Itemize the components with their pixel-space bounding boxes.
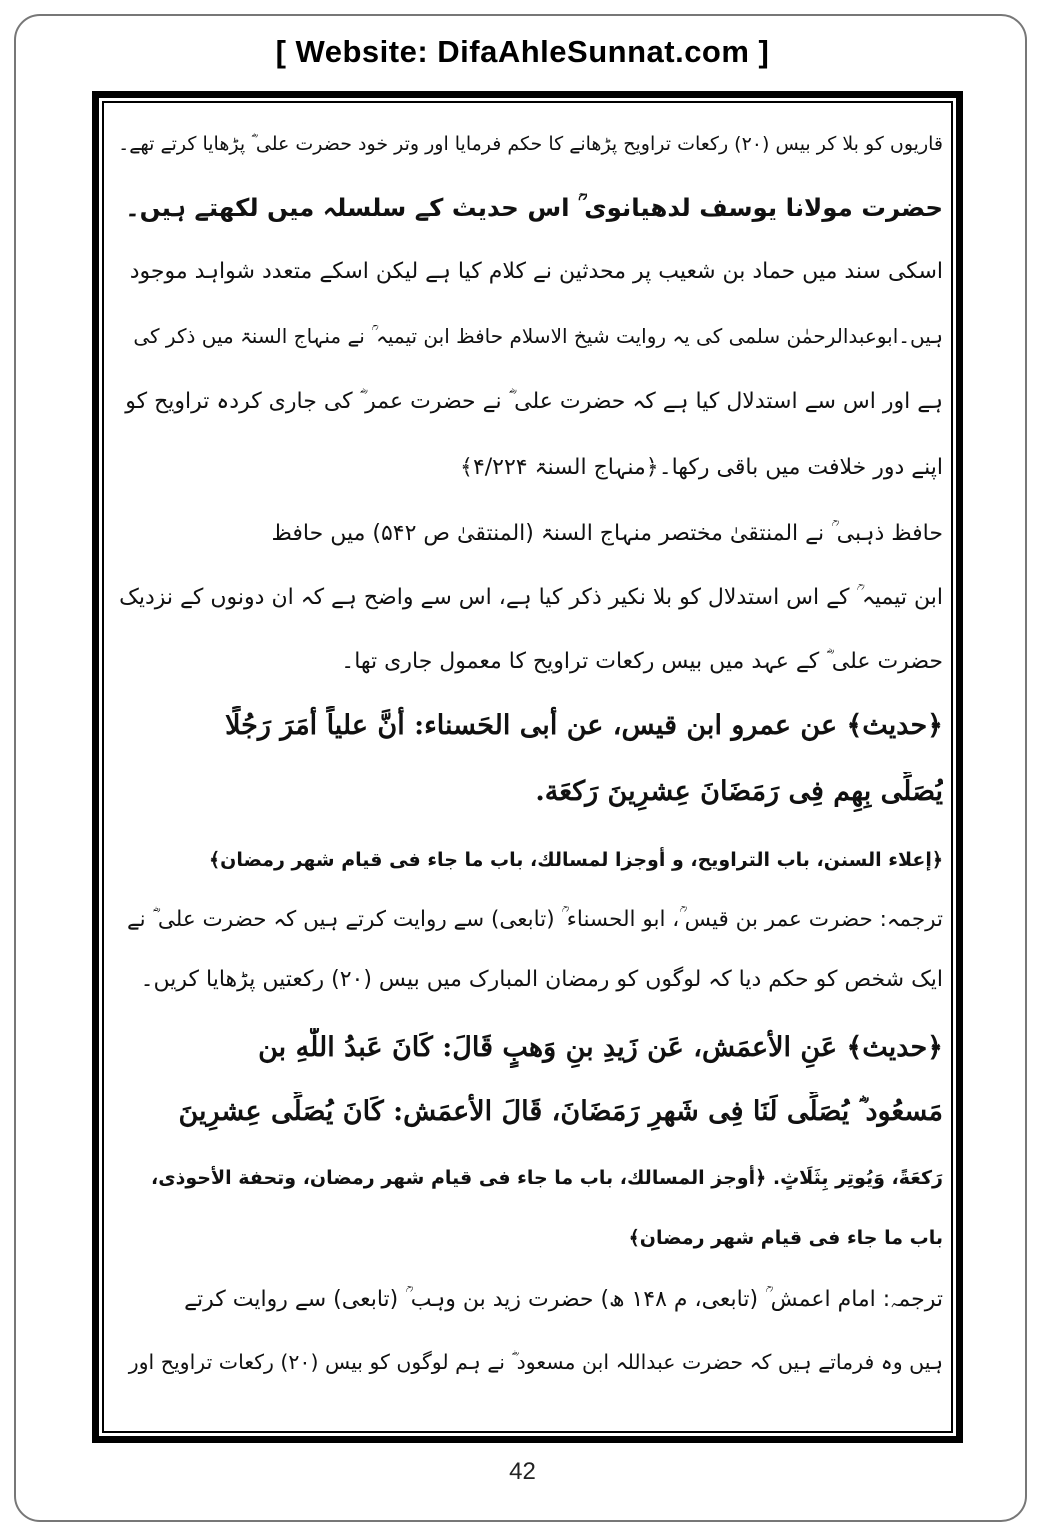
translation-line: ترجمہ: امام اعمش ؒ (تابعی، م ۱۴۸ ھ) حضرت زید بن وہب ؒ (تابعی) سے روایت کرتے bbox=[184, 1287, 943, 1312]
reference-line: باب ما جاء فی قیام شهر رمضان﴾ bbox=[628, 1227, 943, 1249]
reference-line: رَکعَةً، وَیُوتِر بِثَلَاثٍ. ﴿أوجز المسالك، باب ما جاء فی قیام شهر رمضان، وتحفة الأحوذی، bbox=[151, 1167, 943, 1189]
website-header: [ Website: DifaAhleSunnat.com ] bbox=[275, 34, 770, 69]
hadith-line: ﴿حدیث﴾ عَنِ الأعمَش، عَن زَیدِ بنِ وَهبٍ قَالَ: کَانَ عَبدُ اللّٰهِ بن bbox=[258, 1032, 943, 1063]
translation-line: ہیں وہ فرماتے ہیں کہ حضرت عبداللہ ابن مسعود ؓ نے ہم لوگوں کو بیس (۲۰) رکعات تراویح اور bbox=[128, 1350, 943, 1374]
hadith-line: یُصَلِّی بِهِم فِی رَمَضَانَ عِشرِینَ رَکعَة. bbox=[535, 776, 943, 807]
text-line: حافظ ذہبی ؒ نے المنتقیٰ مختصر منہاج السنۃ (المنتقیٰ ص ۵۴۲) میں حافظ bbox=[271, 521, 943, 546]
translation-line: ایک شخص کو حکم دیا کہ لوگوں کو رمضان المبارک میں بیس (۲۰) رکعتیں پڑھایا کریں۔ bbox=[140, 967, 943, 992]
hadith-line: مَسعُود ؓ یُصَلِّی لَنَا فِی شَهرِ رَمَضَانَ، قَالَ الأعمَش: کَانَ یُصَلِّی عِشرِینَ bbox=[178, 1096, 943, 1127]
hadith-line: ﴿حدیث﴾ عن عمرو ابن قیس، عن أبی الحَسناء: أنَّ علیاً أمَرَ رَجُلًا bbox=[225, 710, 943, 741]
section-heading: حضرت مولانا یوسف لدھیانوی ؒ اس حدیث کے سلسلہ میں لکھتے ہیں۔ bbox=[125, 193, 943, 222]
text-line: ہیں۔ابوعبدالرحمٰن سلمی کی یہ روایت شیخ الاسلام حافظ ابن تیمیہ ؒ نے منہاج السنۃ میں ذکر کی bbox=[133, 324, 943, 348]
text-line: ابن تیمیہ ؒ کے اس استدلال کو بلا نکیر ذکر کیا ہے، اس سے واضح ہے کہ ان دونوں کے نزدیک bbox=[119, 585, 943, 610]
translation-line: ترجمہ: حضرت عمر بن قیس ؒ، ابو الحسناء ؒ (تابعی) سے روایت کرتے ہیں کہ حضرت علی ؓ نے bbox=[127, 907, 943, 932]
reference-line: ﴿إعلاء السنن، باب التراویح، و أوجزا لمسالك، باب ما جاء فی قیام شهر رمضان﴾ bbox=[209, 849, 943, 871]
page-number: 42 bbox=[509, 1458, 536, 1485]
text-line: اسکی سند میں حماد بن شعیب پر محدثین نے کلام کیا ہے لیکن اسکے متعدد شواہد موجود bbox=[129, 259, 943, 284]
text-line: ہے اور اس سے استدلال کیا ہے کہ حضرت علی ؓ نے حضرت عمر ؓ کی جاری کردہ تراویح کو bbox=[125, 389, 943, 414]
text-line: حضرت علی ؓ کے عہد میں بیس رکعات تراویح کا معمول جاری تھا۔ bbox=[341, 649, 943, 674]
text-line: اپنے دور خلافت میں باقی رکھا۔﴿منہاج السنۃ ۴/۲۲۴﴾ bbox=[460, 455, 943, 480]
text-line: قاریوں کو بلا کر بیس (۲۰) رکعات تراویح پڑھانے کا حکم فرمایا اور وتر خود حضرت علی ؓ پڑھایا کرتے تھے۔ bbox=[118, 133, 943, 155]
